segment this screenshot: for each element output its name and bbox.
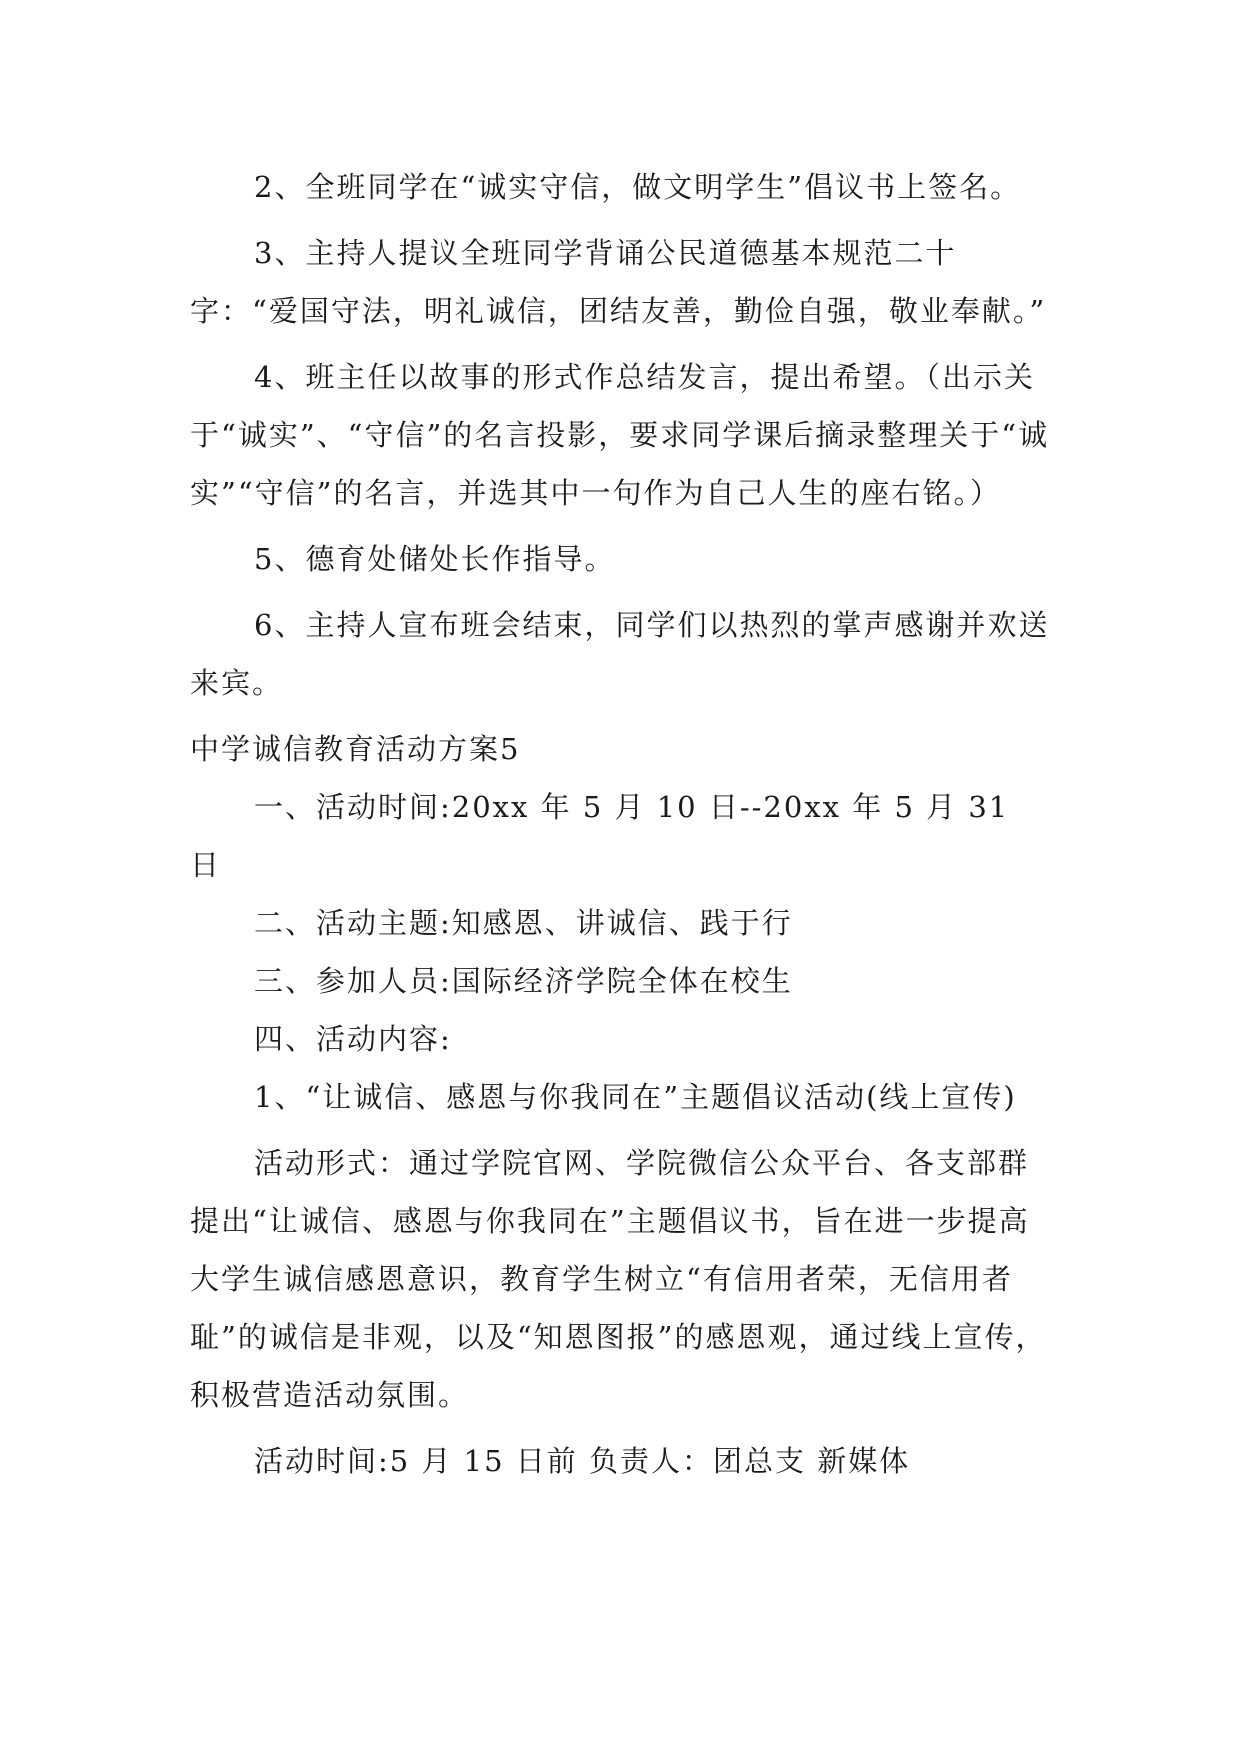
paragraph-item-3: 3、主持人提议全班同学背诵公民道德基本规范二十字：“爱国守法，明礼诚信，团结友善，勤俭自强，敬业奉献。” (190, 236, 1047, 328)
activity-time: 一、活动时间:20xx 年 5 月 10 日--20xx 年 5 月 31 日 (190, 790, 1010, 882)
activity-theme: 二、活动主题:知感恩、讲诚信、践于行 (254, 906, 793, 940)
activity-form: 活动形式：通过学院官网、学院微信公众平台、各支部群提出“让诚信、感恩与你我同在”主题倡议书，旨在进一步提高大学生诚信感恩意识，教育学生树立“有信用者荣，无信用者耻”的诚信是非观，以及“知恩图报”的感恩观，通过线上宣传，积极营造活动氛围。 (190, 1146, 1047, 1412)
activity-time-owner: 活动时间:5 月 15 日前 负责人：团总支 新媒体 (254, 1444, 911, 1478)
paragraph-item-2: 2、全班同学在“诚实守信，做文明学生”倡议书上签名。 (254, 170, 1022, 204)
section-heading: 中学诚信教育活动方案5 (190, 732, 521, 766)
paragraph-item-4: 4、班主任以故事的形式作总结发言，提出希望。（出示关于“诚实”、“守信”的名言投影，要求同学课后摘录整理关于“诚实”“守信”的名言，并选其中一句作为自己人生的座右铭。） (190, 360, 1050, 510)
activity-content-heading: 四、活动内容: (254, 1022, 452, 1056)
participants: 三、参加人员:国际经济学院全体在校生 (254, 964, 793, 998)
paragraph-item-5: 5、德育处储处长作指导。 (254, 542, 616, 576)
paragraph-item-6: 6、主持人宣布班会结束，同学们以热烈的掌声感谢并欢送来宾。 (190, 608, 1050, 700)
document-body (190, 158, 1050, 1490)
content-item-1: 1、“让诚信、感恩与你我同在”主题倡议活动(线上宣传) (254, 1080, 1017, 1114)
